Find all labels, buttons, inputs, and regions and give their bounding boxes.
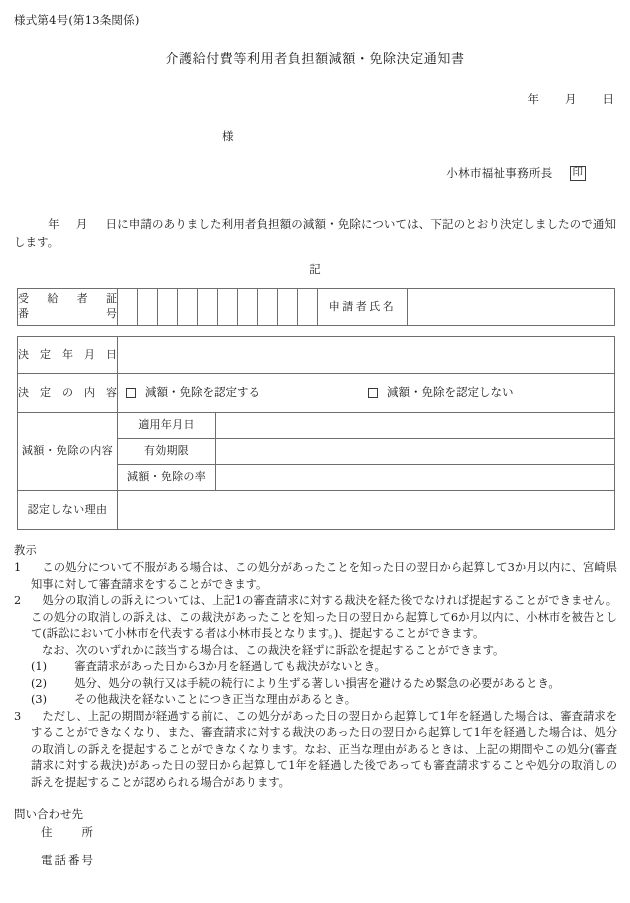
- notice-sub-item-2: [14, 676, 617, 692]
- notice-sub-item-3-text: その他裁決を経ないことにつき正当な理由があるとき。: [63, 693, 357, 707]
- receipt-number-digit-8[interactable]: [258, 289, 278, 326]
- checkbox-approve-label: 減額・免除を認定する: [145, 385, 260, 400]
- table-row: [18, 374, 615, 413]
- decision-date-value[interactable]: [118, 337, 615, 374]
- checkbox-deny[interactable]: [368, 388, 378, 398]
- contact-phone-row: [14, 851, 93, 869]
- notice-item-3: [14, 709, 617, 791]
- intro-day: 日: [105, 217, 118, 231]
- notice-item-2: [14, 593, 617, 642]
- notice-item-3-text: ただし、上記の期間が経過する前に、この処分があった日の翌日から起算して1年を経過した場合は、審査請求をすることができなくなり、また、審査請求に対する裁決のあった日の翌日から起算して1年を経過した場合は、処分の取消しの訴えを提起することができなくなります。なお、正当な理由があるときは、上記の期間やこの処分(審査請求に対する裁決)があった日の翌日から起算して1年を経過した後であっても審査請求することや処分の取消しの訴えを提起することが認められる場合があります。: [31, 709, 617, 789]
- notice-item-2-number: 2: [14, 594, 22, 608]
- table-row: [18, 289, 615, 326]
- reduction-content-label: 減額・免除の内容: [18, 413, 118, 491]
- receipt-number-label-line1: 受給者証: [18, 292, 117, 306]
- reduction-rate-value[interactable]: [216, 465, 615, 491]
- decision-table: [17, 336, 615, 530]
- receipt-number-table: [17, 288, 615, 326]
- page-title: 介護給付費等利用者負担額減額・免除決定通知書: [165, 52, 465, 67]
- decision-content-value: [118, 374, 615, 413]
- receipt-number-digit-3[interactable]: [158, 289, 178, 326]
- issue-date-month: 月: [565, 92, 577, 106]
- issue-date-line: [528, 91, 615, 108]
- receipt-number-digit-7[interactable]: [238, 289, 258, 326]
- decision-date-label: 決定年月日: [18, 337, 118, 374]
- denial-reason-value[interactable]: [118, 491, 615, 530]
- addressee-honorific: 様: [222, 129, 234, 143]
- receipt-number-digit-6[interactable]: [218, 289, 238, 326]
- contact-address-row: [14, 823, 93, 841]
- seal-icon: 印: [570, 166, 587, 181]
- contact-address-label: 住 所: [41, 825, 93, 840]
- notice-sub-item-1-text: 審査請求があった日から3か月を経過しても裁決がないとき。: [63, 660, 386, 674]
- table-row: [18, 491, 615, 530]
- receipt-number-digit-4[interactable]: [178, 289, 198, 326]
- notice-sub-item-1-number: (1): [31, 660, 48, 674]
- reduction-rate-label: 減額・免除の率: [118, 465, 216, 491]
- decision-checkbox-group: [118, 384, 614, 401]
- intro-year: 年: [48, 217, 60, 231]
- issue-date-day: 日: [602, 92, 614, 106]
- denial-reason-label: 認定しない理由: [18, 491, 118, 530]
- contact-phone-label: 電話番号: [41, 852, 93, 867]
- notice-section: [14, 543, 617, 791]
- apply-date-label: 適用年月日: [118, 413, 216, 439]
- intro-month: 月: [75, 217, 88, 231]
- issue-date-year: 年: [527, 92, 539, 106]
- receipt-number-digit-2[interactable]: [138, 289, 158, 326]
- notice-item-1-text: この処分について不服がある場合は、この処分があったことを知った日の翌日から起算して3か月以内に、宮崎県知事に対して審査請求をすることができます。: [31, 561, 617, 591]
- notice-item-1-number: 1: [14, 561, 22, 575]
- receipt-number-digit-10[interactable]: [298, 289, 318, 326]
- valid-period-label: 有効期限: [118, 439, 216, 465]
- checkbox-approve[interactable]: [126, 388, 136, 398]
- receipt-number-label: [18, 289, 118, 326]
- applicant-name-value[interactable]: [408, 289, 615, 326]
- receipt-number-digit-9[interactable]: [278, 289, 298, 326]
- receipt-number-digit-1[interactable]: [118, 289, 138, 326]
- notice-item-2-text: 処分の取消しの訴えについては、上記1の審査請求に対する裁決を経た後でなければ提起することができません。この処分の取消しの訴えは、この裁決があったことを知った日の翌日から起算して6か月以内に、小林市を被告として(訴訟において小林市を代表する者は小林市長となります。)、提起することができます。: [31, 594, 617, 641]
- receipt-number-digit-5[interactable]: [198, 289, 218, 326]
- notice-item-1: [14, 560, 617, 593]
- intro-paragraph: [14, 216, 616, 252]
- table-row: [18, 337, 615, 374]
- notice-sub-item-3-number: (3): [31, 693, 48, 707]
- applicant-name-label: 申請者氏名: [318, 289, 408, 326]
- issuer-name: 小林市福祉事務所長: [446, 166, 553, 180]
- form-number: 様式第4号(第13条関係): [14, 13, 140, 27]
- notice-sub-item-1: [14, 659, 617, 675]
- checkbox-deny-label: 減額・免除を認定しない: [387, 385, 514, 400]
- notice-sub-item-2-text: 処分、処分の執行又は手続の続行により生ずる著しい損害を避けるため緊急の必要があるとき。: [63, 676, 560, 690]
- apply-date-value[interactable]: [216, 413, 615, 439]
- notice-item-3-number: 3: [14, 709, 22, 723]
- ki-marker: 記: [309, 262, 321, 276]
- notice-sub-item-3: [14, 692, 617, 708]
- intro-body-text: に申請のありました利用者負担額の減額・免除については、下記のとおり決定しましたので通知します。: [14, 217, 617, 249]
- notice-sub-item-2-number: (2): [31, 676, 48, 690]
- valid-period-value[interactable]: [216, 439, 615, 465]
- contact-section: [14, 805, 93, 869]
- notice-heading: 教示: [14, 544, 37, 557]
- table-row: [18, 413, 615, 439]
- issuer-line: [446, 165, 586, 182]
- receipt-number-label-line2: 番 号: [18, 307, 117, 320]
- decision-content-label: 決定の内容: [18, 374, 118, 413]
- contact-heading: 問い合わせ先: [14, 807, 83, 821]
- notice-nao-text: なお、次のいずれかに該当する場合は、この裁決を経ずに訴訟を提起することができます。: [42, 643, 505, 657]
